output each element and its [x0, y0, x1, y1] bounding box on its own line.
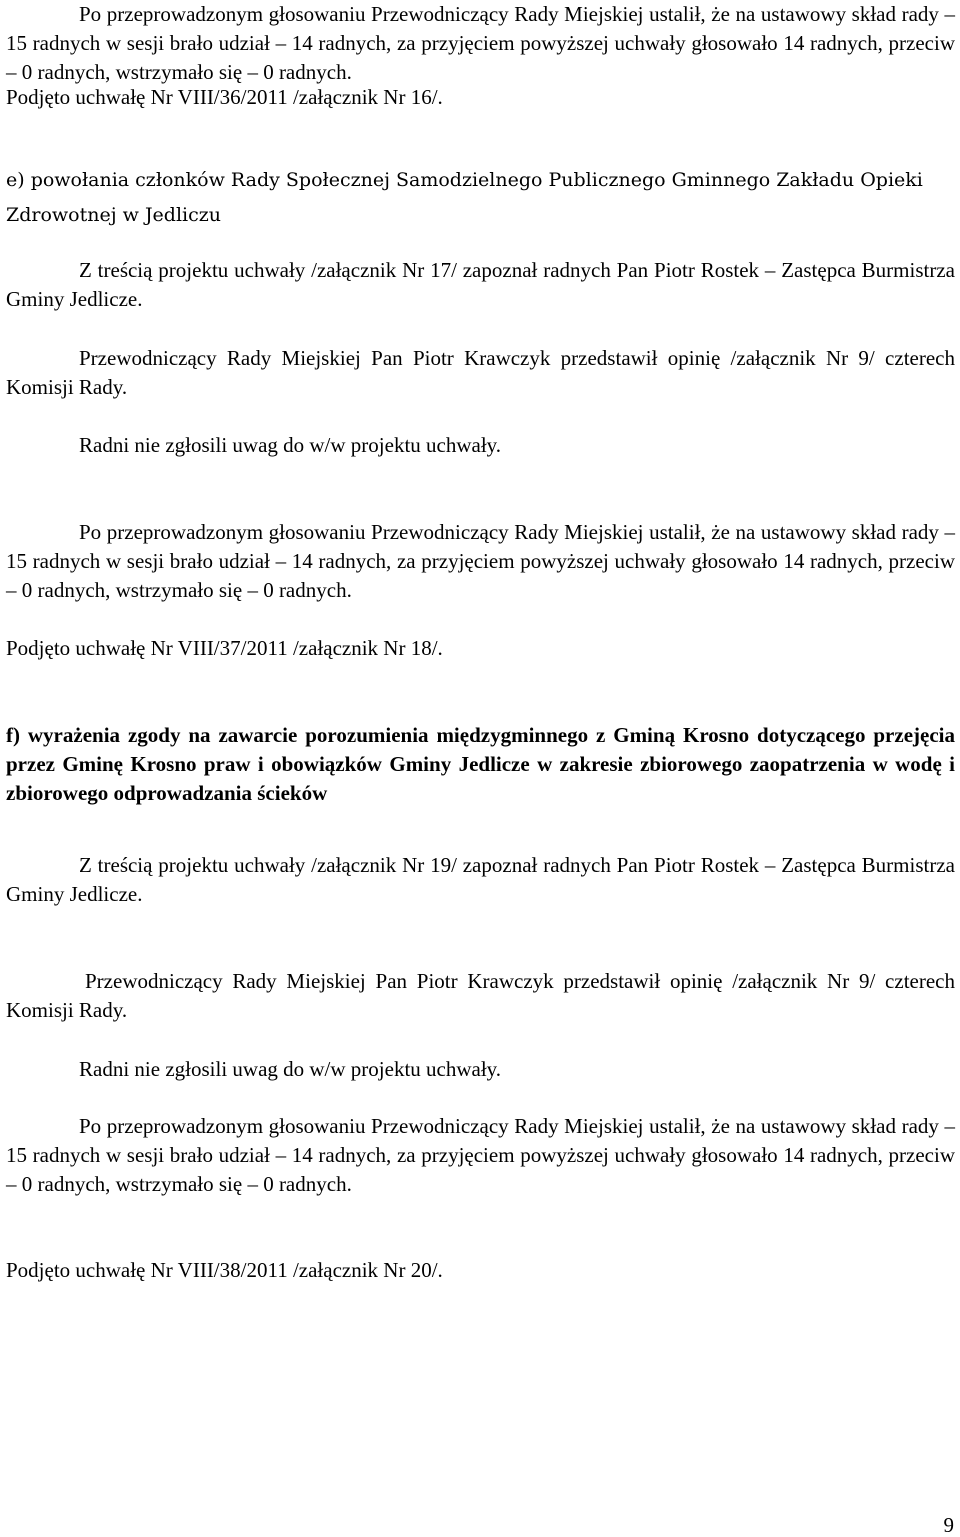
voting-result-paragraph-3: Po przeprowadzonym głosowaniu Przewodniczący Rady Miejskiej ustalił, że na ustawowy skład rady – 15 radnych w sesji brało udział – 14 radnych, za przyjęciem powyższej uchwały głosowało 14 radnych, przeciw – 0 radnych, wstrzymało się – 0 radnych. — [6, 1114, 955, 1196]
resolution-adopted-38: Podjęto uchwałę Nr VIII/38/2011 /załącznik Nr 20/. — [6, 1258, 443, 1282]
no-remarks-paragraph-2: Radni nie zgłosili uwag do w/w projektu uchwały. — [79, 1057, 502, 1081]
section-heading-e: e) powołania członków Rady Społecznej Samodzielnego Publicznego Gminnego Zakładu Opieki Zdrowotnej w Jedliczu — [6, 169, 923, 226]
project-presentation-paragraph-1: Z treścią projektu uchwały /załącznik Nr 17/ zapoznał radnych Pan Piotr Rostek – Zastępca Burmistrza Gminy Jedlicze. — [6, 258, 955, 311]
committee-opinion-paragraph-2: Przewodniczący Rady Miejskiej Pan Piotr Krawczyk przedstawił opinię /załącznik Nr 9/ czterech Komisji Rady. — [6, 969, 955, 1022]
resolution-adopted-37: Podjęto uchwałę Nr VIII/37/2011 /załącznik Nr 18/. — [6, 636, 443, 660]
committee-opinion-paragraph-1: Przewodniczący Rady Miejskiej Pan Piotr Krawczyk przedstawił opinię /załącznik Nr 9/ czterech Komisji Rady. — [6, 346, 955, 399]
resolution-adopted-36: Podjęto uchwałę Nr VIII/36/2011 /załącznik Nr 16/. — [6, 85, 443, 109]
voting-result-paragraph-1: Po przeprowadzonym głosowaniu Przewodniczący Rady Miejskiej ustalił, że na ustawowy skład rady – 15 radnych w sesji brało udział – 14 radnych, za przyjęciem powyższej uchwały głosowało 14 radnych, przeciw – 0 radnych, wstrzymało się – 0 radnych. — [6, 2, 955, 84]
project-presentation-paragraph-2: Z treścią projektu uchwały /załącznik Nr 19/ zapoznał radnych Pan Piotr Rostek – Zastępca Burmistrza Gminy Jedlicze. — [6, 853, 955, 906]
no-remarks-paragraph-1: Radni nie zgłosili uwag do w/w projektu uchwały. — [79, 433, 502, 457]
page-number: 9 — [943, 1513, 954, 1537]
voting-result-paragraph-2: Po przeprowadzonym głosowaniu Przewodniczący Rady Miejskiej ustalił, że na ustawowy skład rady – 15 radnych w sesji brało udział – 14 radnych, za przyjęciem powyższej uchwały głosowało 14 radnych, przeciw – 0 radnych, wstrzymało się – 0 radnych. — [6, 520, 955, 602]
section-heading-f: f) wyrażenia zgody na zawarcie porozumienia międzygminnego z Gminą Krosno dotyczącego przejęcia przez Gminę Krosno praw i obowiązków Gminy Jedlicze w zakresie zbiorowego zaopatrzenia w wodę i zbiorowego odprowadzania ścieków — [6, 723, 955, 805]
